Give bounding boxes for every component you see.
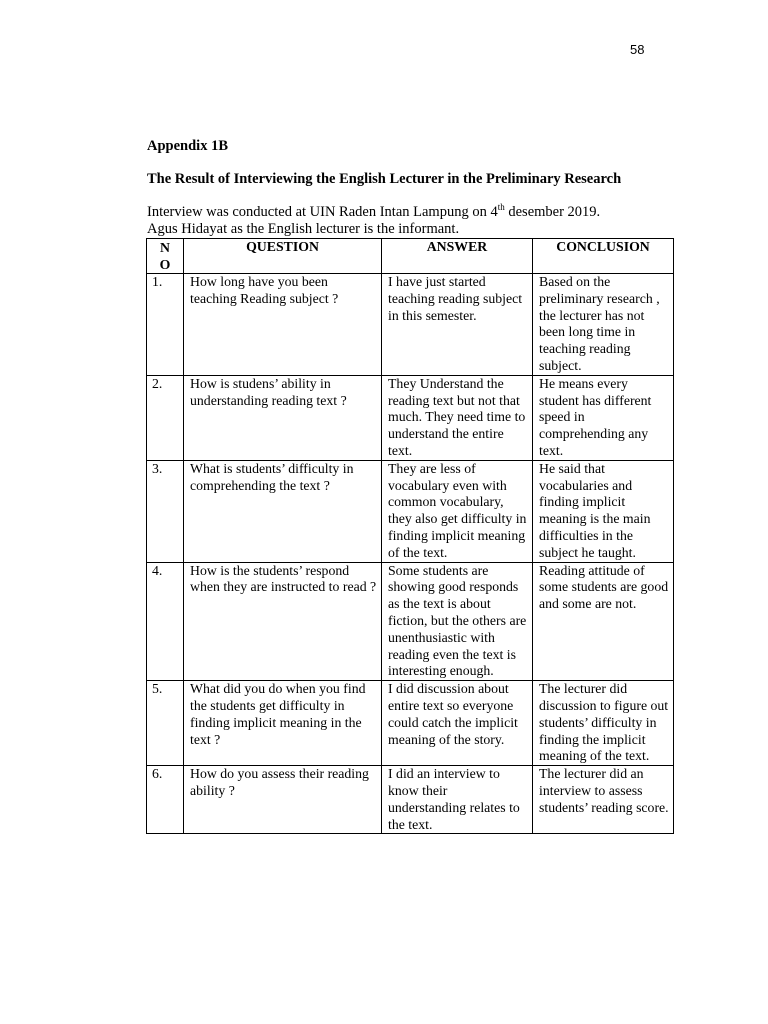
table-row: [147, 460, 674, 562]
intro-line-1-superscript: th: [497, 202, 505, 213]
intro-line-1-prefix: Interview was conducted at UIN Raden Intan Lampung on 4: [147, 204, 498, 220]
row-question: How is studens’ ability in understanding reading text ?: [184, 375, 382, 460]
appendix-title: Appendix 1B: [147, 138, 228, 154]
header-question: QUESTION: [184, 239, 382, 274]
row-number: 4.: [147, 562, 184, 681]
row-number: 1.: [147, 274, 184, 376]
table-header-row: [147, 239, 674, 274]
row-conclusion: Based on the preliminary research , the lecturer has not been long time in teaching reading subject.: [533, 274, 674, 376]
row-question: What did you do when you find the students get difficulty in finding implicit meaning in the text ?: [184, 681, 382, 766]
header-no-line-2: O: [159, 257, 171, 272]
header-no-line-1: N: [160, 240, 170, 255]
row-conclusion: Reading attitude of some students are good and some are not.: [533, 562, 674, 681]
row-question: How is the students’ respond when they are instructed to read ?: [184, 562, 382, 681]
row-answer: Some students are showing good responds as the text is about fiction, but the others are unenthusiastic with reading even the text is interesting enough.: [382, 562, 533, 681]
row-number: 2.: [147, 375, 184, 460]
header-no: [147, 239, 184, 274]
table-row: [147, 562, 674, 681]
row-answer: I have just started teaching reading subject in this semester.: [382, 274, 533, 376]
row-number: 3.: [147, 460, 184, 562]
row-answer: I did discussion about entire text so everyone could catch the implicit meaning of the story.: [382, 681, 533, 766]
interview-table: [146, 238, 674, 834]
row-conclusion: He means every student has different speed in comprehending any text.: [533, 375, 674, 460]
row-number: 6.: [147, 766, 184, 834]
page-number: 58: [630, 42, 645, 57]
row-answer: They are less of vocabulary even with common vocabulary, they also get difficulty in finding implicit meaning of the text.: [382, 460, 533, 562]
table-row: [147, 766, 674, 834]
row-question: How long have you been teaching Reading subject ?: [184, 274, 382, 376]
row-conclusion: The lecturer did discussion to figure out students’ difficulty in finding the implicit meaning of the text.: [533, 681, 674, 766]
row-question: What is students’ difficulty in comprehending the text ?: [184, 460, 382, 562]
row-answer: They Understand the reading text but not that much. They need time to understand the entire text.: [382, 375, 533, 460]
header-answer: ANSWER: [382, 239, 533, 274]
intro-line-1-suffix: desember 2019.: [504, 204, 601, 220]
header-conclusion: CONCLUSION: [533, 239, 674, 274]
row-conclusion: He said that vocabularies and finding implicit meaning is the main difficulties in the subject he taught.: [533, 460, 674, 562]
document-title: The Result of Interviewing the English Lecturer in the Preliminary Research: [147, 171, 622, 187]
row-number: 5.: [147, 681, 184, 766]
row-answer: I did an interview to know their understanding relates to the text.: [382, 766, 533, 834]
row-question: How do you assess their reading ability ?: [184, 766, 382, 834]
table-row: [147, 375, 674, 460]
table-row: [147, 274, 674, 376]
intro-text: [147, 204, 600, 238]
intro-line-1: [147, 204, 600, 221]
row-conclusion: The lecturer did an interview to assess students’ reading score.: [533, 766, 674, 834]
table-row: [147, 681, 674, 766]
intro-line-2: Agus Hidayat as the English lecturer is the informant.: [147, 221, 460, 237]
